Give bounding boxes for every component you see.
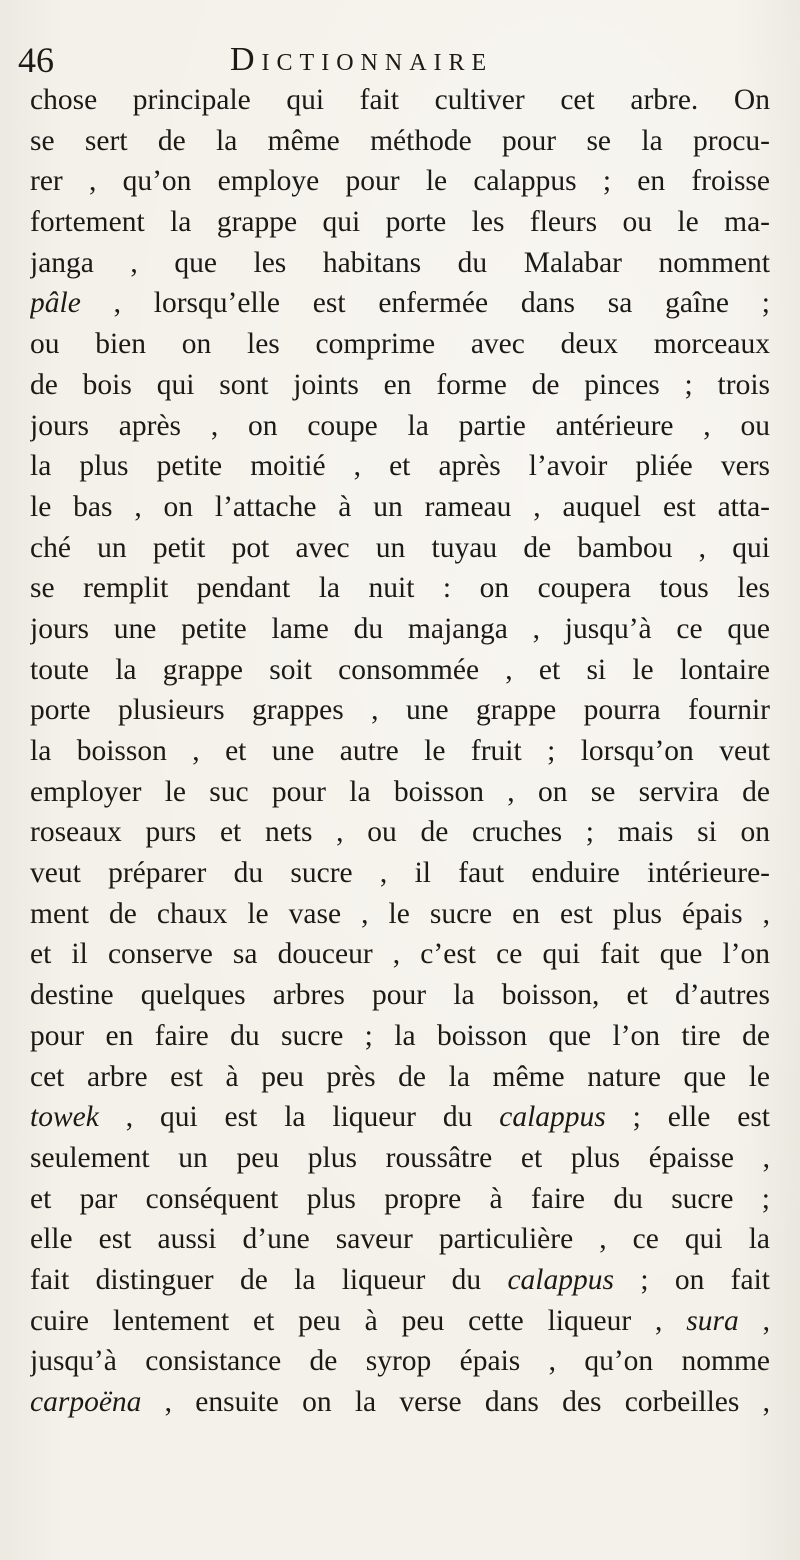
text-run: le bas , on l’attache à un rameau , auquel est atta- xyxy=(30,490,770,523)
text-line xyxy=(30,202,770,243)
running-head xyxy=(18,40,760,80)
text-line xyxy=(30,772,770,813)
text-line xyxy=(30,650,770,691)
text-line xyxy=(30,528,770,569)
text-run: et par conséquent plus propre à faire du sucre ; xyxy=(30,1182,770,1215)
text-run: jours après , on coupe la partie antérieure , ou xyxy=(30,409,770,442)
text-run: elle est aussi d’une saveur particulière , ce qui la xyxy=(30,1223,770,1256)
text-run: seulement un peu plus roussâtre et plus épaisse , xyxy=(30,1141,770,1174)
text-run: se remplit pendant la nuit : on coupera tous les xyxy=(30,572,770,605)
text-run: janga , que les habitans du Malabar nomment xyxy=(30,246,770,279)
italic-term: pâle xyxy=(30,287,81,320)
text-line xyxy=(30,1179,770,1220)
text-run: se sert de la même méthode pour se la procu- xyxy=(30,124,770,157)
text-run: toute la grappe soit consommée , et si le lontaire xyxy=(30,653,770,686)
text-run: pour en faire du sucre ; la boisson que l’on tire de xyxy=(30,1019,770,1052)
text-line xyxy=(30,1382,770,1423)
text-run: la plus petite moitié , et après l’avoir pliée vers xyxy=(30,450,770,483)
text-line xyxy=(30,1057,770,1098)
text-line xyxy=(30,975,770,1016)
text-run: et il conserve sa douceur , c’est ce qui fait que l’on xyxy=(30,938,770,971)
text-run: roseaux purs et nets , ou de cruches ; mais si on xyxy=(30,816,770,849)
text-run: fait distinguer de la liqueur du xyxy=(30,1263,508,1296)
text-line xyxy=(30,1016,770,1057)
text-line xyxy=(30,161,770,202)
page-number: 46 xyxy=(18,40,54,80)
italic-term: towek xyxy=(30,1101,99,1134)
text-run: rer , qu’on employe pour le calappus ; en froisse xyxy=(30,165,770,198)
text-line xyxy=(30,446,770,487)
italic-term: sura xyxy=(686,1304,739,1337)
running-title: Dictionnaire xyxy=(230,41,494,78)
text-line xyxy=(30,121,770,162)
text-run: cet arbre est à peu près de la même nature que le xyxy=(30,1060,770,1093)
italic-term: carpoëna xyxy=(30,1386,142,1418)
text-line xyxy=(30,1341,770,1382)
text-run: ché un petit pot avec un tuyau de bambou , qui xyxy=(30,531,770,564)
text-line xyxy=(30,487,770,528)
text-line xyxy=(30,324,770,365)
text-run: , qui est la liqueur du xyxy=(98,1101,500,1134)
text-run: jusqu’à consistance de syrop épais , qu’on nomme xyxy=(30,1345,770,1378)
text-line xyxy=(30,853,770,894)
text-line xyxy=(30,731,770,772)
text-line xyxy=(30,1219,770,1260)
text-run: cuire lentement et peu à peu cette liqueur , xyxy=(30,1304,687,1337)
text-run: porte plusieurs grappes , une grappe pourra fournir xyxy=(30,694,770,727)
text-line xyxy=(30,406,770,447)
text-run: ou bien on les comprime avec deux morceaux xyxy=(30,328,770,361)
text-run: employer le suc pour la boisson , on se servira de xyxy=(30,775,770,808)
text-line xyxy=(30,568,770,609)
text-line xyxy=(30,1097,770,1138)
text-line xyxy=(30,812,770,853)
text-line xyxy=(30,690,770,731)
body-text xyxy=(30,80,770,1423)
text-line xyxy=(30,283,770,324)
text-run: fortement la grappe qui porte les fleurs ou le ma- xyxy=(30,206,770,239)
italic-term: calappus xyxy=(499,1101,606,1134)
text-line xyxy=(30,894,770,935)
text-run: ; elle est xyxy=(605,1101,770,1134)
text-run: , ensuite on la verse dans des corbeilles , xyxy=(141,1386,770,1418)
text-run: ment de chaux le vase , le sucre en est plus épais , xyxy=(30,897,770,930)
text-run: la boisson , et une autre le fruit ; lorsqu’on veut xyxy=(30,735,770,767)
text-run: ; on fait xyxy=(614,1263,770,1296)
text-line xyxy=(30,609,770,650)
text-run: veut préparer du sucre , il faut enduire intérieure- xyxy=(30,857,770,890)
text-run: de bois qui sont joints en forme de pinces ; trois xyxy=(30,368,770,401)
text-run: destine quelques arbres pour la boisson, et d’autres xyxy=(30,979,770,1012)
text-run: chose principale qui fait cultiver cet arbre. On xyxy=(30,84,770,116)
text-line xyxy=(30,365,770,406)
text-line xyxy=(30,243,770,284)
text-line xyxy=(30,1301,770,1342)
text-line xyxy=(30,934,770,975)
italic-term: calappus xyxy=(507,1263,614,1296)
text-run: , lorsqu’elle est enfermée dans sa gaîne ; xyxy=(80,287,770,320)
text-run: , xyxy=(738,1304,770,1337)
text-line xyxy=(30,1138,770,1179)
text-run: jours une petite lame du majanga , jusqu’à ce que xyxy=(30,612,770,645)
text-line xyxy=(30,80,770,121)
text-line xyxy=(30,1260,770,1301)
